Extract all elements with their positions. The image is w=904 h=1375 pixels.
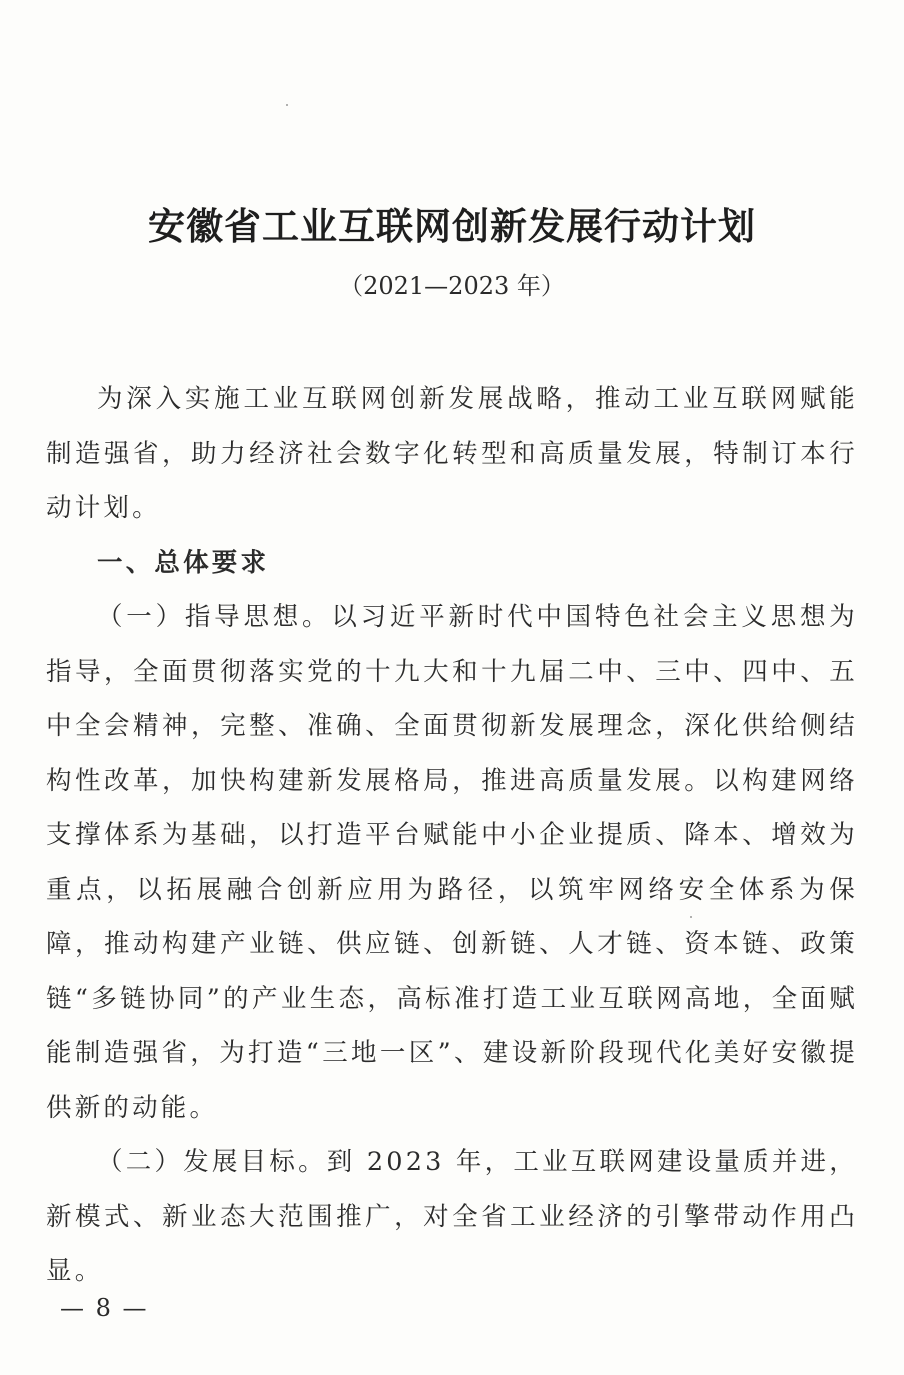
guiding-thought-paragraph: （一）指导思想。以习近平新时代中国特色社会主义思想为指导，全面贯彻落实党的十九大和十九届二中、三中、四中、五中全会精神，完整、准确、全面贯彻新发展理念，深化供给侧结构性改革，加快构建新发展格局，推进高质量发展。以构建网络支撑体系为基础，以打造平台赋能中小企业提质、降本、增效为重点，以拓展融合创新应用为路径，以筑牢网络安全体系为保障，推动构建产业链、供应链、创新链、人才链、资本链、政策链“多链协同”的产业生态，高标准打造工业互联网高地，全面赋能制造强省，为打造“三地一区”、建设新阶段现代化美好安徽提供新的动能。: [46, 602, 858, 1123]
intro-paragraph: 为深入实施工业互联网创新发展战略，推动工业互联网赋能制造强省，助力经济社会数字化转型和高质量发展，特制订本行动计划。: [46, 384, 858, 523]
document-subtitle: （2021—2023 年）: [339, 272, 565, 300]
document-body: [46, 372, 858, 1299]
document-title: 安徽省工业互联网创新发展行动计划: [148, 205, 756, 248]
development-goals-paragraph: （二）发展目标。到 2023 年，工业互联网建设量质并进，新模式、新业态大范围推广，对全省工业经济的引擎带动作用凸显。: [46, 1147, 858, 1286]
page-number: — 8 —: [60, 1294, 149, 1322]
section-heading: 一、总体要求: [97, 547, 270, 578]
scan-speck: [286, 104, 288, 106]
